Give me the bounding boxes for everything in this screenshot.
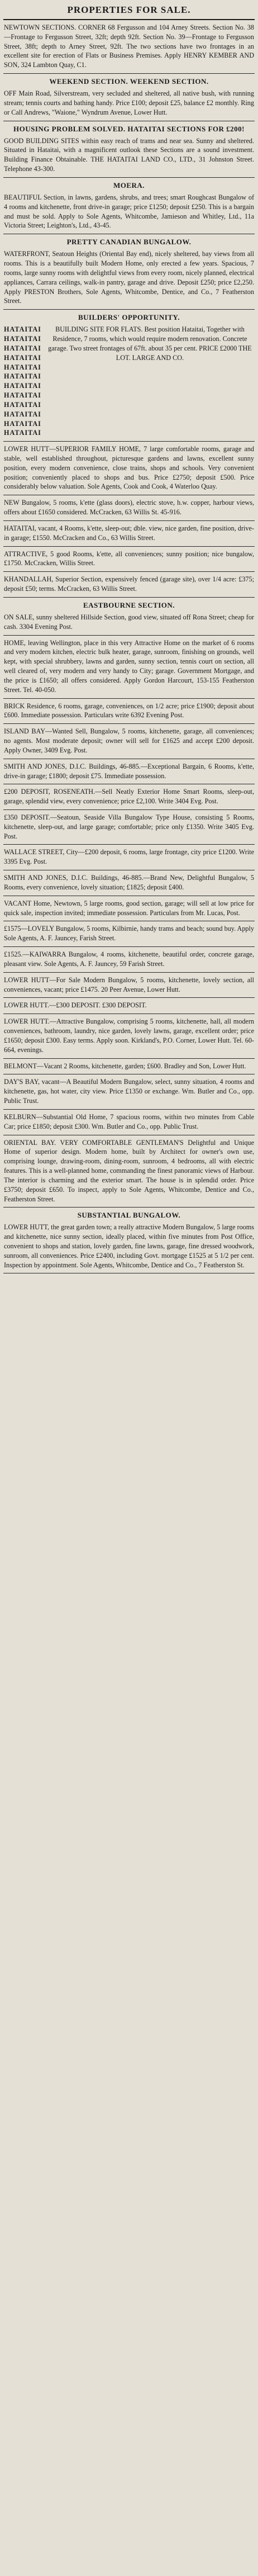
classified-ad: BRICK Residence, 6 rooms, garage, conveniences, on 1/2 acre; price £1900; deposit about £600. Immediate possession. Particulars write 6392 Evening Post. (3, 699, 255, 724)
ad-heading: WEEKEND SECTION. WEEKEND SECTION. (49, 77, 209, 86)
classified-ad: WATERFRONT, Seatoun Heights (Oriental Bay end), nicely sheltered, bay views from all rooms. This is a beautifully built Modern Home, only erected a few years. Spacious, 7 rooms, large sunny rooms with delightful views from every room, nicely planned, electrical appliances, Carrara ceilings, walk-in pantry, garage and drive. Deposit £250; price £2,250. Apply PRESTON Brothers, Sole Agents, Whitcombe, Dentice, and Co., 7 Featherston Street. (3, 247, 255, 310)
classified-ad: SMITH AND JONES, D.I.C. Buildings, 46-885.—Brand New, Delightful Bungalow, 5 Rooms, every convenience, lovely situation; £1825; deposit £400. (3, 870, 255, 896)
section-masthead: PROPERTIES FOR SALE. (3, 2, 255, 20)
classified-ad: BEAUTIFUL Section, in lawns, gardens, shrubs, and trees; smart Roughcast Bungalow of 4 rooms and kitchenette, front drive-in garage; price £1250; deposit £250. This is a bargain and must be sold. Apply to Sole Agents, Whitcombe, Jamieson and Whitley, Ltd., 11a Victoria Street; Leighton's, Ltd., 43-45. (3, 190, 255, 234)
classified-ad: LOWER HUTT—For Sale Modern Bungalow, 5 rooms, kitchenette, lovely section, all conveniences, vacant; price £1475. 20 Peer Avenue, Lower Hutt. (3, 973, 255, 998)
classified-ad: LOWER HUTT.—£300 DEPOSIT. £300 DEPOSIT. (3, 998, 255, 1014)
classified-ad: £200 DEPOSIT, ROSENEATH.—Sell Neatly Exterior Home Smart Rooms, sleep-out, garage, splendid view, every convenience; price £2,100. Write 3404 Evg. Post. (3, 784, 255, 810)
classified-ad: WALLACE STREET, City—£200 deposit, 6 rooms, large frontage, city price £1200. Write 3395 Evg. Post. (3, 845, 255, 870)
classified-ad: DAY'S BAY, vacant—A Beautiful Modern Bungalow, select, sunny situation, 4 rooms and kitchenette, gas, hot water, city view. Price £1350 or exchange. Wm. Butler and Co., opp. Public Trust. (3, 1074, 255, 1109)
classified-ad: KHANDALLAH, Superior Section, expensively fenced (garage site), over 1/4 acre: £375; deposit £50; terms. McCracken, 63 Willis Street. (3, 572, 255, 598)
classified-ad: ORIENTAL BAY. VERY COMFORTABLE GENTLEMAN'S Delightful and Unique Home of superior design. Modern home, built by Architect for owner's own use, comprising lounge, drawing-room, dining-room, sunroom, 4 bedrooms, all with electric features. This is a well-planned home, commanding the finest panoramic views of Harbour. The interior is charming and the exterior smart. The house is in splendid order. Price £3750; deposit £650. To inspect, apply to Sole Agents, Whitcombe, Dentice and Co., Featherston Street. (3, 1135, 255, 1208)
classifieds-page (0, 0, 258, 1273)
ads-column (3, 20, 255, 1273)
classified-ad: GOOD BUILDING SITES within easy reach of trams and near sea. Sunny and sheltered. Situated in Hataitai, with a magnificent outlook these Sections are a sound investment. Building Finance Obtainable. THE HATAITAI LAND CO., LTD., 31 Johnston Street. Telephone 43-300. (3, 134, 255, 178)
classified-ad: NEWTOWN SECTIONS. CORNER 68 Fergusson and 104 Arney Streets. Section No. 38—Frontage to Fergusson Street, 32ft; depth 92ft. Section No. 39—Frontage to Fergusson Street, 38ft; depth to Arney Street, 92ft. The two sections have two frontages in an excellent site for erection of Flats or Business Premises. Apply HENRY KEMBER AND SON, 324 Lambton Quay, C1. (3, 20, 255, 74)
classified-ad: VACANT Home, Newtown, 5 large rooms, good section, garage; will sell at low price for quick sale, inspection invited; immediate possession. Particulars from Mr. Lucas, Post. (3, 896, 255, 922)
classified-ad: BELMONT—Vacant 2 Rooms, kitchenette, garden; £600. Bradley and Son, Lower Hutt. (3, 1059, 255, 1075)
classified-ad: £1525.—KAIWARRA Bungalow, 4 rooms, kitchenette, beautiful order, concrete garage, pleasant view. Sole Agents, A. F. Jauncey, 59 Farish Street. (3, 947, 255, 973)
classified-ad: LOWER HUTT, the great garden town; a really attractive Modern Bungalow, 5 large rooms and kitchenette, nice sunny section, ideally placed, within five minutes from Post Office, convenient to shops and station, lovely garden, fine lawns, garage, fine dressed woodwork, sunroom, all conveniences. Price £2400, including Govt. mortgage £1525 at 5 1/2 per cent. Inspection by appointment. Sole Agents, Whitcombe, Dentice and Co., 7 Featherston St. (3, 1220, 255, 1273)
ad-heading: EASTBOURNE SECTION. (83, 600, 175, 609)
ad-heading: SUBSTANTIAL BUNGALOW. (77, 1211, 181, 1220)
classified-ad: HATAITAI, vacant, 4 Rooms, k'ette, sleep-out; dble. view, nice garden, fine position, drive-in garage; £1550. McCracken and Co., 63 Willis Street. (3, 521, 255, 547)
repeated-suburb-column: HATAITAI HATAITAI HATAITAI HATAITAI HATAITAI HATAITAI HATAITAI HATAITAI HATAITAI HATAITAI HATAITAI HATAITAI (4, 325, 41, 437)
ad-heading: MOERA. (113, 181, 145, 190)
ad-heading: PRETTY CANADIAN BUNGALOW. (66, 238, 192, 247)
classified-ad: ATTRACTIVE, 5 good Rooms, k'ette, all conveniences; sunny position; nice bungalow, £1750. McCracken, Willis Street. (3, 547, 255, 572)
classified-ad: ON SALE, sunny sheltered Hillside Section, good view, situated off Rona Street; cheap for cash. 3304 Evening Post. (3, 610, 255, 636)
classified-ad: NEW Bungalow, 5 rooms, k'ette (glass doors), electric stove, h.w. copper, harbour views, offers about £1650 considered. McCracken, 63 Willis St. 45-916. (3, 495, 255, 521)
classified-ad: KELBURN—Substantial Old Home, 7 spacious rooms, within two minutes from Cable Car; price £1850; deposit £300. Wm. Butler and Co., opp. Public Trust. (3, 1110, 255, 1135)
classified-ad: SMITH AND JONES, D.I.C. Buildings, 46-885.—Exceptional Bargain, 6 Rooms, k'ette, drive-in garage; £1800; deposit £75. Immediate possession. (3, 759, 255, 785)
ad-text: BUILDING SITE FOR FLATS. Best position Hataitai, Together with Residence, 7 rooms, which would require modern renovation. Concrete garage. Two street frontages of 67ft. about 35 per cent. PRICE £2000 THE LOT. LARGE AND CO. (48, 325, 252, 362)
ad-heading: BUILDERS' OPPORTUNITY. (78, 313, 180, 322)
classified-ad (3, 322, 255, 442)
ad-heading: HOUSING PROBLEM SOLVED. HATAITAI SECTIONS FOR £200! (13, 124, 245, 133)
classified-ad: £1575—LOVELY Bungalow, 5 rooms, Kilbirnie, handy trams and beach; sound buy. Apply Sole Agents, A. F. Jauncey, Farish Street. (3, 921, 255, 947)
classified-ad: LOWER HUTT.—Attractive Bungalow, comprising 5 rooms, kitchenette, hall, all modern conveniences, bathroom, laundry, nice garden, lovely lawns, garage, excellent order; price £1650; deposit £300. Easy terms. Apply soon. Kirkland's, P.O. Corner, Lower Hutt. Tel. 60-664, evenings. (3, 1014, 255, 1058)
classified-ad: OFF Main Road, Silverstream, very secluded and sheltered, all native bush, with running stream; tennis courts and bathing handy. Price £100; deposit £25, balance £2 monthly. Ring or Call Andrews, "Waione," Wyndrum Avenue, Lower Hutt. (3, 86, 255, 121)
classified-ad: ISLAND BAY—Wanted Sell, Bungalow, 5 rooms, kitchenette, garage, all conveniences; no agents. Most moderate deposit; owner will sell for £1625 and accept £200 deposit. Apply Owner, 3409 Evg. Post. (3, 724, 255, 759)
classified-ad: HOME, leaving Wellington, place in this very Attractive Home on the market of 6 rooms and very modern kitchen, electric bulk heater, garage, sunroom, finishing on grounds, well kept, with special shrubbery, lawns and garden, sunny section, tennis court on section, all well cleared of, very modern and very handy to City; garage. Government Mortgage, and the price is £1650; all offers considered. Apply Gordon Harcourt, 153-155 Featherston Street. Tel. 40-050. (3, 636, 255, 699)
classified-ad: LOWER HUTT—SUPERIOR FAMILY HOME, 7 large comfortable rooms, garage and stable, well established throughout, picturesque gardens and lawns, excellent sunny position, every modern convenience, close trains, shops and schools. Very convenient position; conveniently placed to shops and bus. Price £2750; deposit £500. Price considerably below valuation. Sole Agents, Cook and Cook, 4 Waterloo Quay. (3, 442, 255, 495)
classified-ad: £350 DEPOSIT.—Seatoun, Seaside Villa Bungalow Type House, consisting 5 Rooms, kitchenette, sleep-out, and large garage; comfortable; price only £1350. Write 3405 Evg. Post. (3, 810, 255, 845)
